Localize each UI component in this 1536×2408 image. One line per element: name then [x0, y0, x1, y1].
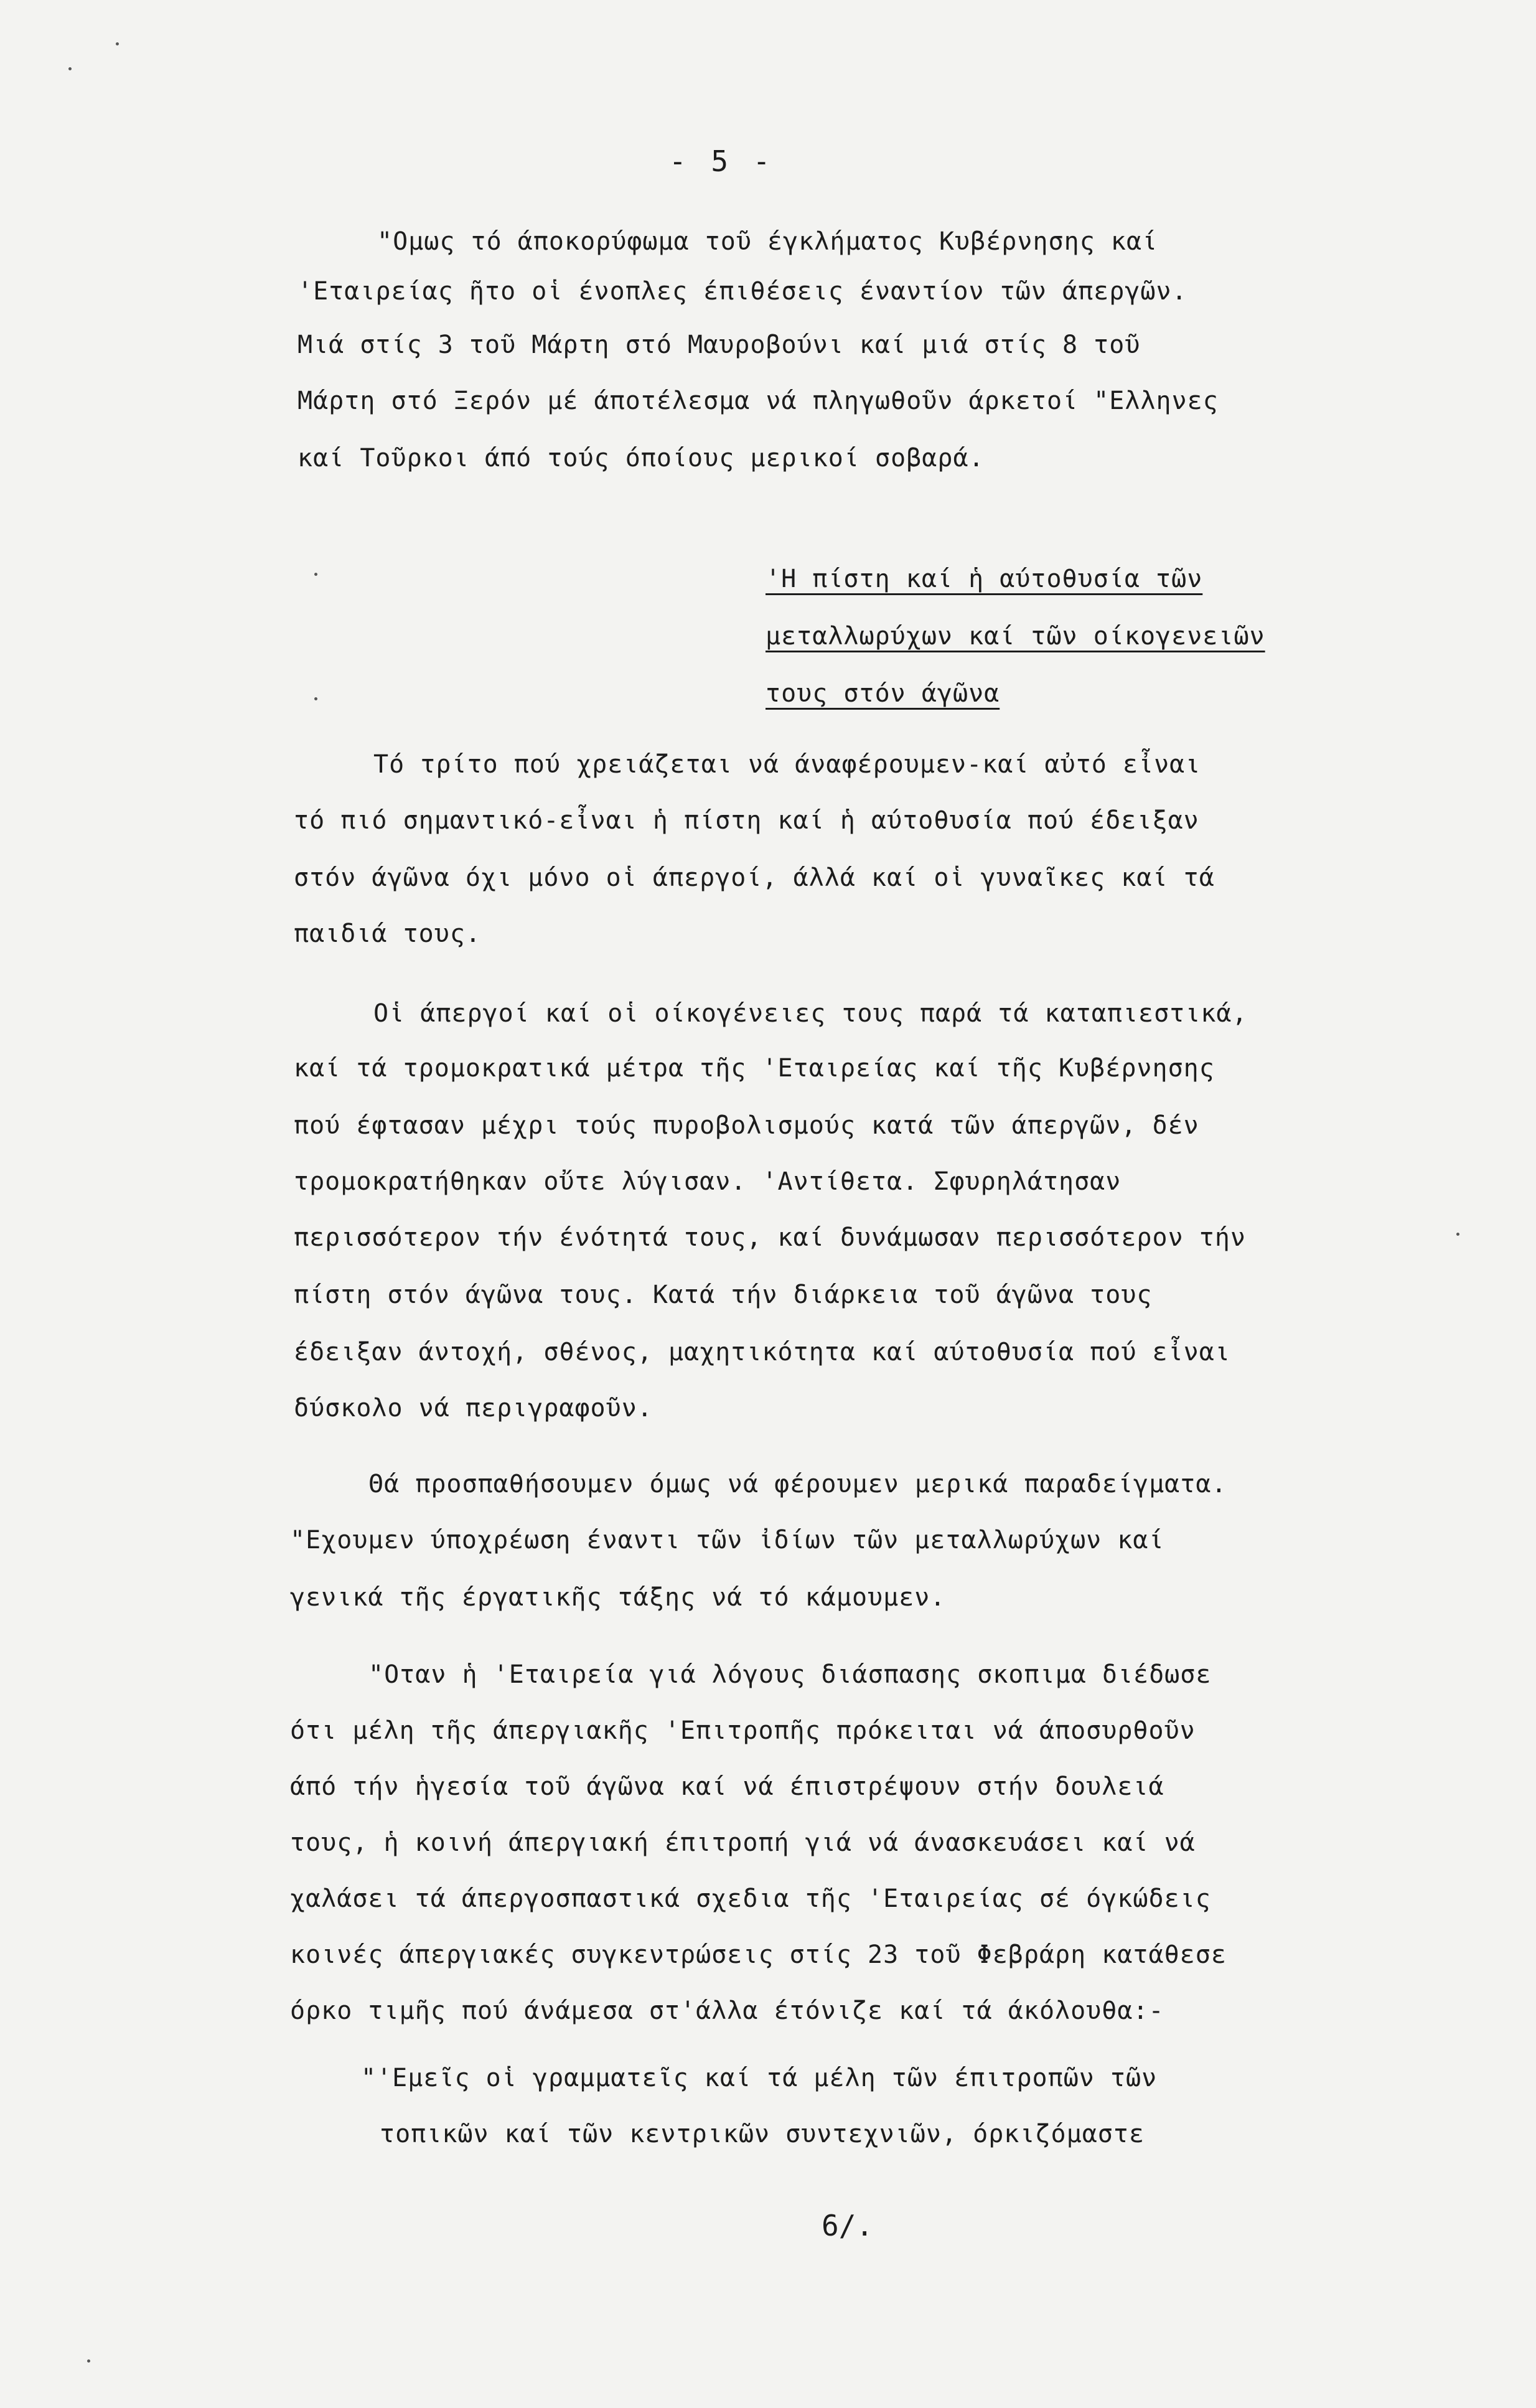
heading-line: 'Η πίστη καί ἡ αύτοθυσία τῶν	[766, 565, 1203, 593]
text-line: στόν άγῶνα όχι μόνο οἱ άπεργοί, άλλά καί οἱ γυναῖκες καί τά	[294, 863, 1215, 892]
text-line: άπό τήν ἡγεσία τοῦ άγῶνα καί νά έπιστρέψουν στήν δουλειά	[290, 1772, 1164, 1801]
text-line: γενικά τῆς έργατικῆς τάξης νά τό κάμουμεν.	[290, 1583, 946, 1612]
text-line: τό πιό σημαντικό-εἶναι ἡ πίστη καί ἡ αύτοθυσία πού έδειξαν	[294, 806, 1199, 835]
scan-speck	[68, 67, 72, 70]
text-line: καί τά τρομοκρατικά μέτρα τῆς 'Εταιρείας καί τῆς Κυβέρνησης	[294, 1054, 1215, 1083]
text-line: "Οταν ἡ 'Εταιρεία γιά λόγους διάσπασης σκοπιμα διέδωσε	[368, 1660, 1212, 1689]
text-line: Οἱ άπεργοί καί οἱ οίκογένειες τους παρά τά καταπιεστικά,	[373, 999, 1248, 1028]
heading-line: μεταλλωρύχων καί τῶν οίκογενειῶν	[766, 622, 1265, 651]
text-line: έδειξαν άντοχή, σθένος, μαχητικότητα καί αύτοθυσία πού εἶναι	[294, 1338, 1230, 1366]
text-line: "'Εμεῖς οἱ γραμματεῖς καί τά μέλη τῶν έπιτροπῶν τῶν	[361, 2064, 1158, 2092]
text-line: ότι μέλη τῆς άπεργιακῆς 'Επιτροπῆς πρόκειται νά άποσυρθοῦν	[290, 1716, 1196, 1745]
text-line: τρομοκρατήθηκαν οὔτε λύγισαν. 'Αντίθετα. Σφυρηλάτησαν	[294, 1167, 1122, 1196]
scan-speck	[116, 42, 119, 45]
text-line: πίστη στόν άγῶνα τους. Κατά τήν διάρκεια τοῦ άγῶνα τους	[294, 1281, 1153, 1309]
text-line: Θά προσπαθήσουμεν όμως νά φέρουμεν μερικά παραδείγματα.	[368, 1470, 1227, 1498]
text-line: παιδιά τους.	[294, 919, 481, 948]
text-line: κοινές άπεργιακές συγκεντρώσεις στίς 23 τοῦ Φεβράρη κατάθεσε	[290, 1940, 1227, 1969]
scan-speck	[1456, 1233, 1459, 1236]
scan-speck	[314, 573, 317, 576]
text-line: τοπικῶν καί τῶν κεντρικῶν συντεχνιῶν, όρκιζόμαστε	[380, 2120, 1145, 2148]
text-line: 'Εταιρείας ῆτο οἱ ένοπλες έπιθέσεις έναντίον τῶν άπεργῶν.	[297, 277, 1187, 306]
text-line: Μάρτη στό Ξερόν μέ άποτέλεσμα νά πληγωθοῦν άρκετοί "Ελληνες	[297, 387, 1219, 415]
text-line: Μιά στίς 3 τοῦ Μάρτη στό Μαυροβούνι καί μιά στίς 8 τοῦ	[297, 331, 1141, 359]
text-line: χαλάσει τά άπεργοσπαστικά σχεδια τῆς 'Εταιρείας σέ όγκώδεις	[290, 1884, 1211, 1913]
text-line: δύσκολο νά περιγραφοῦν.	[294, 1394, 653, 1423]
scan-speck	[314, 697, 317, 700]
text-line: πού έφτασαν μέχρι τούς πυροβολισμούς κατά τῶν άπεργῶν, δέν	[294, 1111, 1199, 1140]
page-number: - 5 -	[669, 144, 774, 178]
scan-speck	[87, 2359, 90, 2363]
text-line: "Εχουμεν ύποχρέωση έναντι τῶν ἰδίων τῶν μεταλλωρύχων καί	[290, 1526, 1164, 1554]
text-line: τους, ἡ κοινή άπεργιακή έπιτροπή γιά νά άνασκευάσει καί νά	[290, 1828, 1196, 1857]
next-page-marker: 6/.	[822, 2209, 874, 2242]
text-line: Τό τρίτο πού χρειάζεται νά άναφέρουμεν-καί αὐτό εἶναι	[373, 750, 1201, 779]
text-line: περισσότερον τήν ένότητά τους, καί δυνάμωσαν περισσότερον τήν	[294, 1223, 1247, 1252]
text-line: όρκο τιμῆς πού άνάμεσα στ'άλλα έτόνιζε καί τά άκόλουθα:-	[290, 1996, 1164, 2025]
text-line: καί Τοῦρκοι άπό τούς όποίους μερικοί σοβαρά.	[297, 444, 985, 473]
heading-line: τους στόν άγῶνα	[766, 679, 1000, 708]
text-line: "Ομως τό άποκορύφωμα τοῦ έγκλήματος Κυβέρνησης καί	[377, 227, 1158, 256]
